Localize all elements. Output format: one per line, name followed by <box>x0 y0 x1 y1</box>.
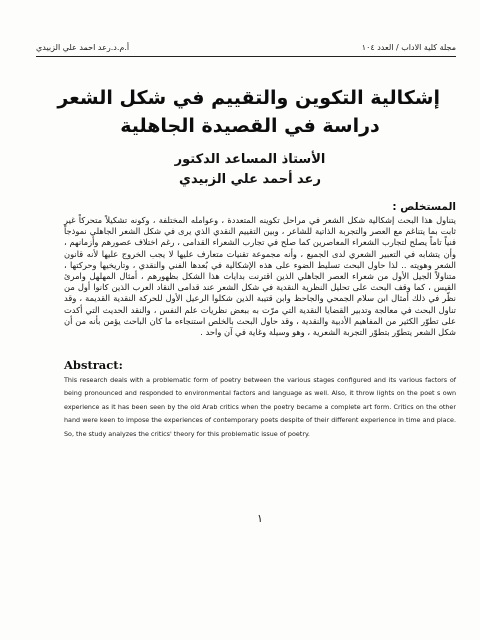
article-title <box>57 84 440 140</box>
english-abstract-body: This research deals with a problematic form of poetry between the various stages configured and its various factors of being pronounced and responded to environmental factors and language as well. Also, it throw lights on the poet s own experience as it has been seen by the old Arab critics when the poetry became a complete art form. Critics on the other hand were keen to impose the experiences of contemporary poets despite of their different experience in time and place. So, the study analyzes the critics' theory for this problematic issue of poetry. <box>64 376 456 438</box>
arabic-abstract-body: يتناول هذا البحث إشكالية شكل الشعر في مراحل تكوينه المتعددة ، وعوامله المختلفة ، وكونه تشكيلاً متحركاً غير ثابت بما يتناغم مع العصر والتجربة الذاتية للشاعر ، وبين التقييم النقدي الذي يرى في شكل الشعر الجاهلي نموذجاً فنياً تاماً يصلح لتجارب الشعراء المعاصرين كما صلح في تجارب الشعراء القدامى ، رغم اختلاف عصورهم وأزمانهم ، وأن يتشابه في التعبير الشعري لدى الجميع ، وأنه مجموعة تقنيات متعارف عليها لا يجب الخروج عليها لأنه قانون الشعر وهويته .. لذا حاول البحث تسليط الضوء على هذه الإشكالية في بُعدها الفني والنقدي ، وتاريخيها وحركتها ، متناولاً الجيل الأول من شعراء العصر الجاهلي الذين اقترنت بدايات هذا الشكل بظهورهم ، أمثال المهلهل وامرئ القيس ، كما وقف البحث على تحليل النظرية النقدية في شكل الشعر عند قدامى النقاد العرب الذين كانوا أول من نظّر في ذلك أمثال ابن سلام الجمحي والجاحظ وابن قتيبة الذين شكلوا الرعيل الأول للحركة النقدية القديمة ، وقد تناول البحث في معالجة وتدبير القضايا النقدية التي مرّت به ببعض نظريات علم النفس ، والنقد الحديث التي أكدت على تطوّر الكثير من المفاهيم الأدبية والنقدية ، وقد حاول البحث بالخلص استنجاءه ما كان الباحث يؤمن بأنه من أن شكل الشعر يتطوّر بتطوّر التجربة الشعرية ، وهو وسيلة وغاية في آن واحد . <box>64 215 456 338</box>
english-abstract-heading: Abstract: <box>64 358 123 372</box>
author-rank: الأستاذ المساعد الدكتور <box>174 152 326 167</box>
title-line-1: إشكالية التكوين والتقييم في شكل الشعر <box>57 87 440 109</box>
author-name: رعد أحمد علي الزبيدي <box>179 172 321 187</box>
author-block <box>60 150 440 190</box>
page-number: ١ <box>257 512 263 525</box>
title-line-2: دراسة في القصيدة الجاهلية <box>120 115 380 137</box>
english-abstract <box>64 356 456 441</box>
arabic-abstract <box>64 199 456 338</box>
header-rule <box>36 56 456 57</box>
journal-issue-label: مجلة كلية الاداب / العدد ١٠٤ <box>361 43 456 52</box>
running-header <box>36 40 456 56</box>
arabic-abstract-heading: المستخلص : <box>392 201 456 213</box>
running-author-label: أ.م.د.رعد احمد علي الزبيدي <box>36 43 130 52</box>
